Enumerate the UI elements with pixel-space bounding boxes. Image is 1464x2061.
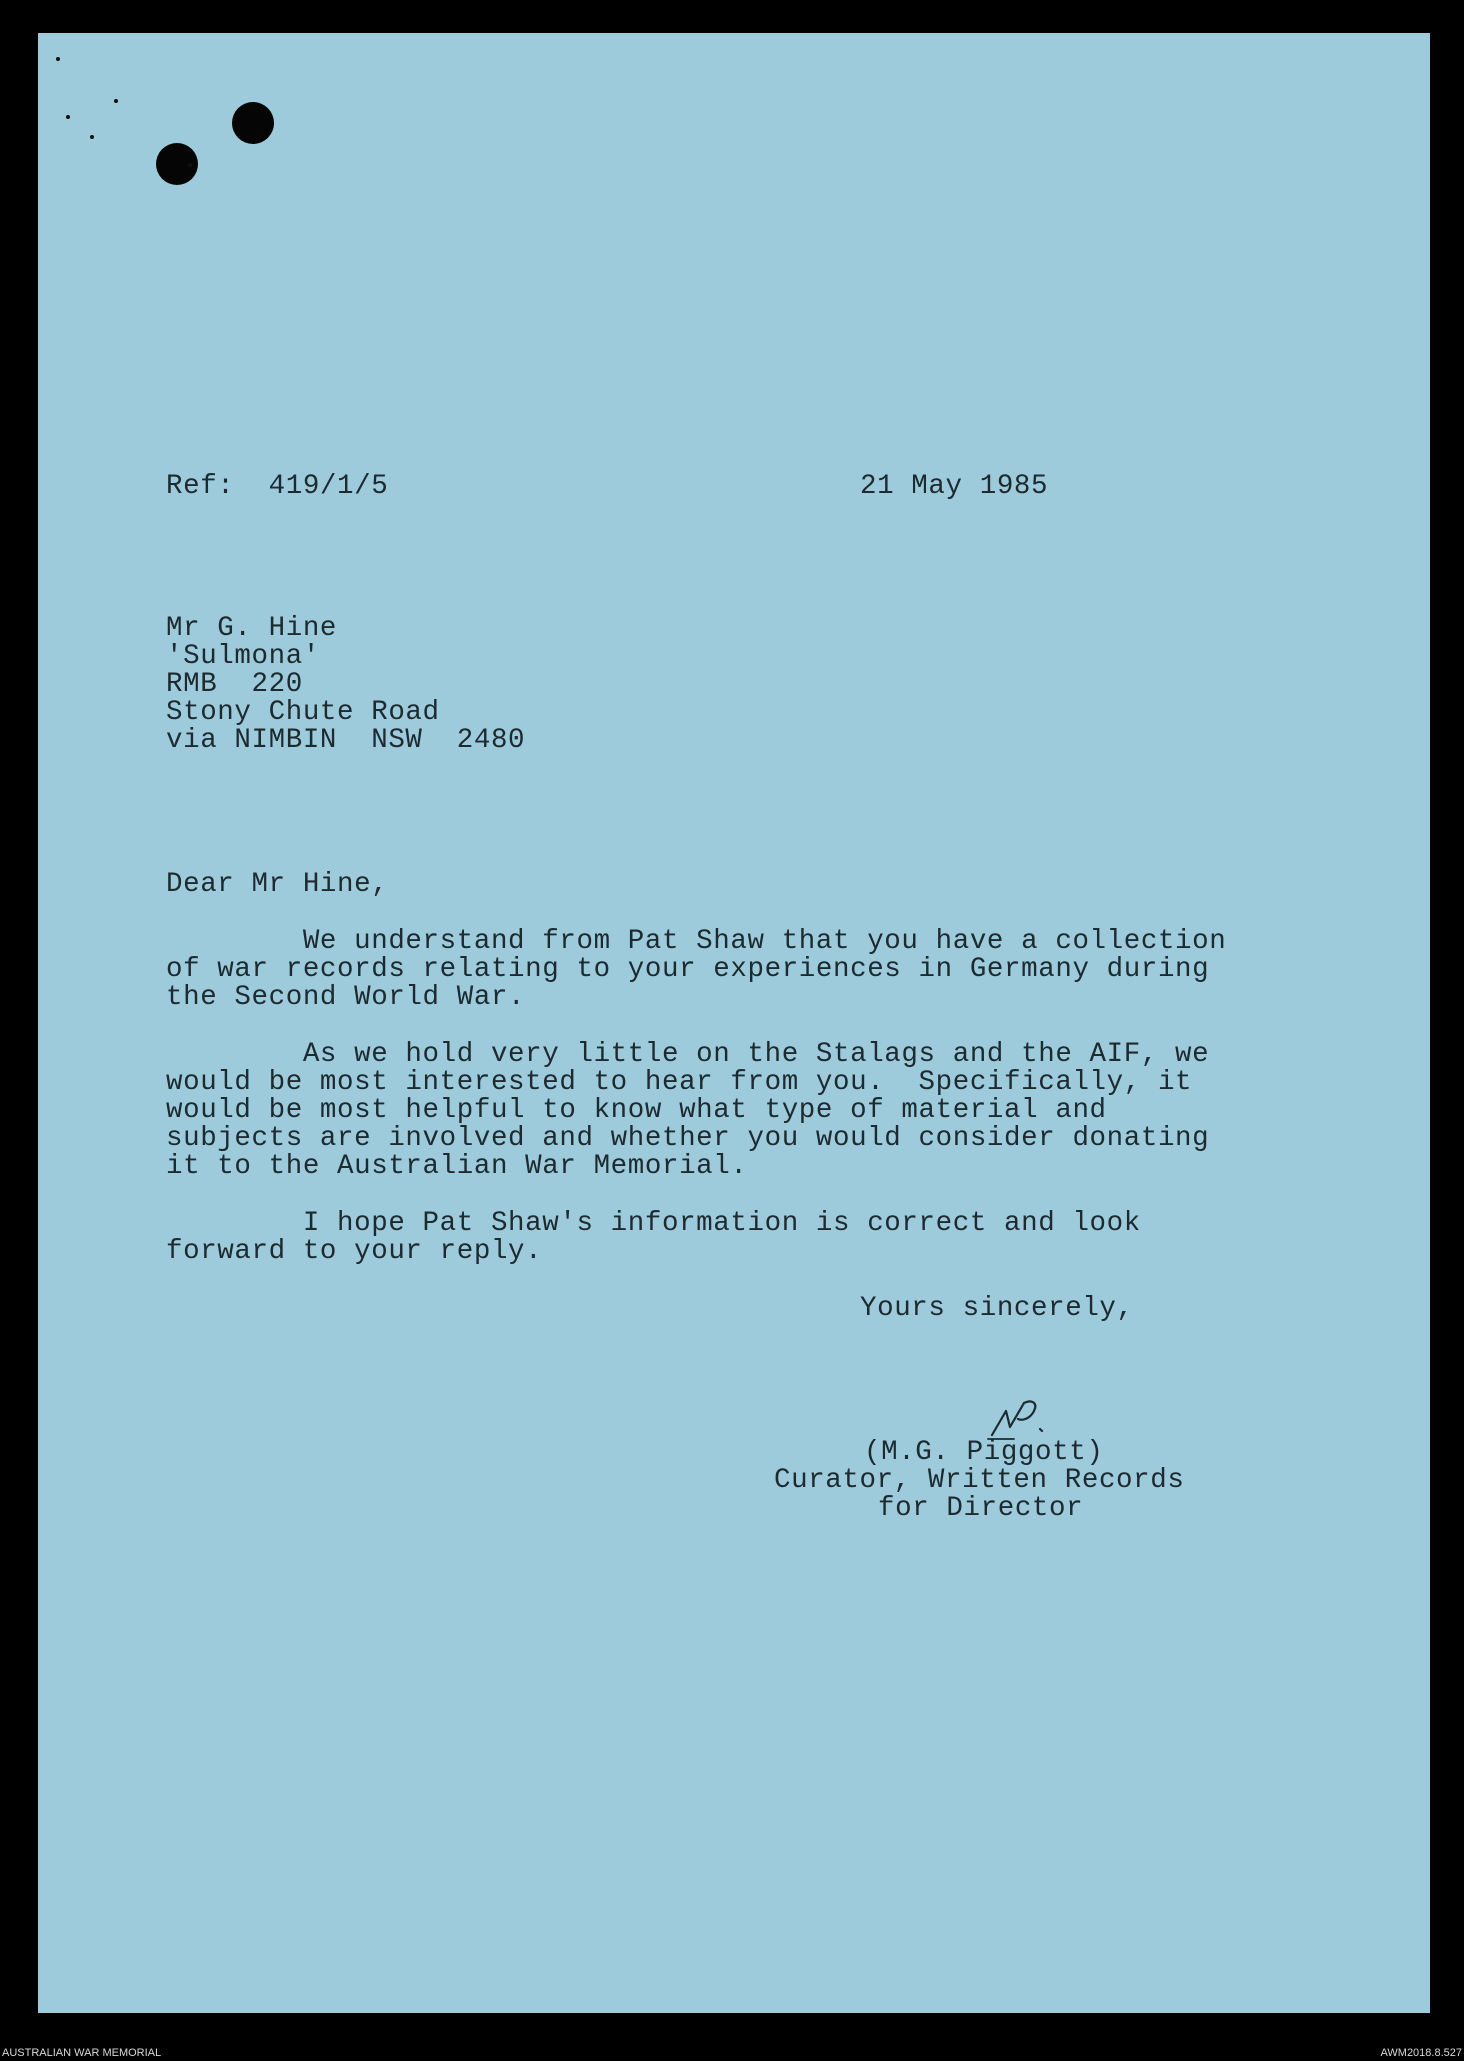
signatory-on-behalf: for Director: [878, 1493, 1084, 1524]
body-line: forward to your reply.: [166, 1236, 543, 1267]
reference-number: Ref: 419/1/5: [166, 471, 389, 502]
speck: [56, 57, 60, 61]
signatory-title: Curator, Written Records: [774, 1465, 1185, 1496]
letter-date: 21 May 1985: [860, 471, 1049, 502]
body-line: of war records relating to your experiences in Germany during: [166, 954, 1210, 985]
body-line: I hope Pat Shaw's information is correct and look: [166, 1208, 1141, 1239]
closing: Yours sincerely,: [860, 1293, 1134, 1324]
footer-institution: AUSTRALIAN WAR MEMORIAL: [2, 2047, 162, 2059]
body-line: would be most helpful to know what type of material and: [166, 1095, 1107, 1126]
body-line: As we hold very little on the Stalags and the AIF, we: [166, 1039, 1210, 1070]
body-line: subjects are involved and whether you would consider donating: [166, 1123, 1210, 1154]
body-line: it to the Australian War Memorial.: [166, 1151, 748, 1182]
salutation: Dear Mr Hine,: [166, 869, 389, 900]
punch-hole-top: [232, 102, 274, 144]
signatory-name: (M.G. Piggott): [864, 1437, 1104, 1468]
address-line: RMB 220: [166, 669, 303, 700]
speck: [90, 135, 94, 139]
address-line: Stony Chute Road: [166, 697, 440, 728]
body-line: We understand from Pat Shaw that you have a collection: [166, 926, 1227, 957]
body-line: would be most interested to hear from you. Specifically, it: [166, 1067, 1193, 1098]
letter-sheet: [38, 33, 1430, 2013]
address-line: via NIMBIN NSW 2480: [166, 725, 526, 756]
footer-accession-number: AWM2018.8.527: [1380, 2047, 1462, 2059]
body-line: the Second World War.: [166, 982, 526, 1013]
address-line: 'Sulmona': [166, 641, 320, 672]
address-line: Mr G. Hine: [166, 613, 338, 644]
speck: [188, 163, 192, 167]
speck: [66, 115, 70, 119]
speck: [114, 99, 118, 103]
